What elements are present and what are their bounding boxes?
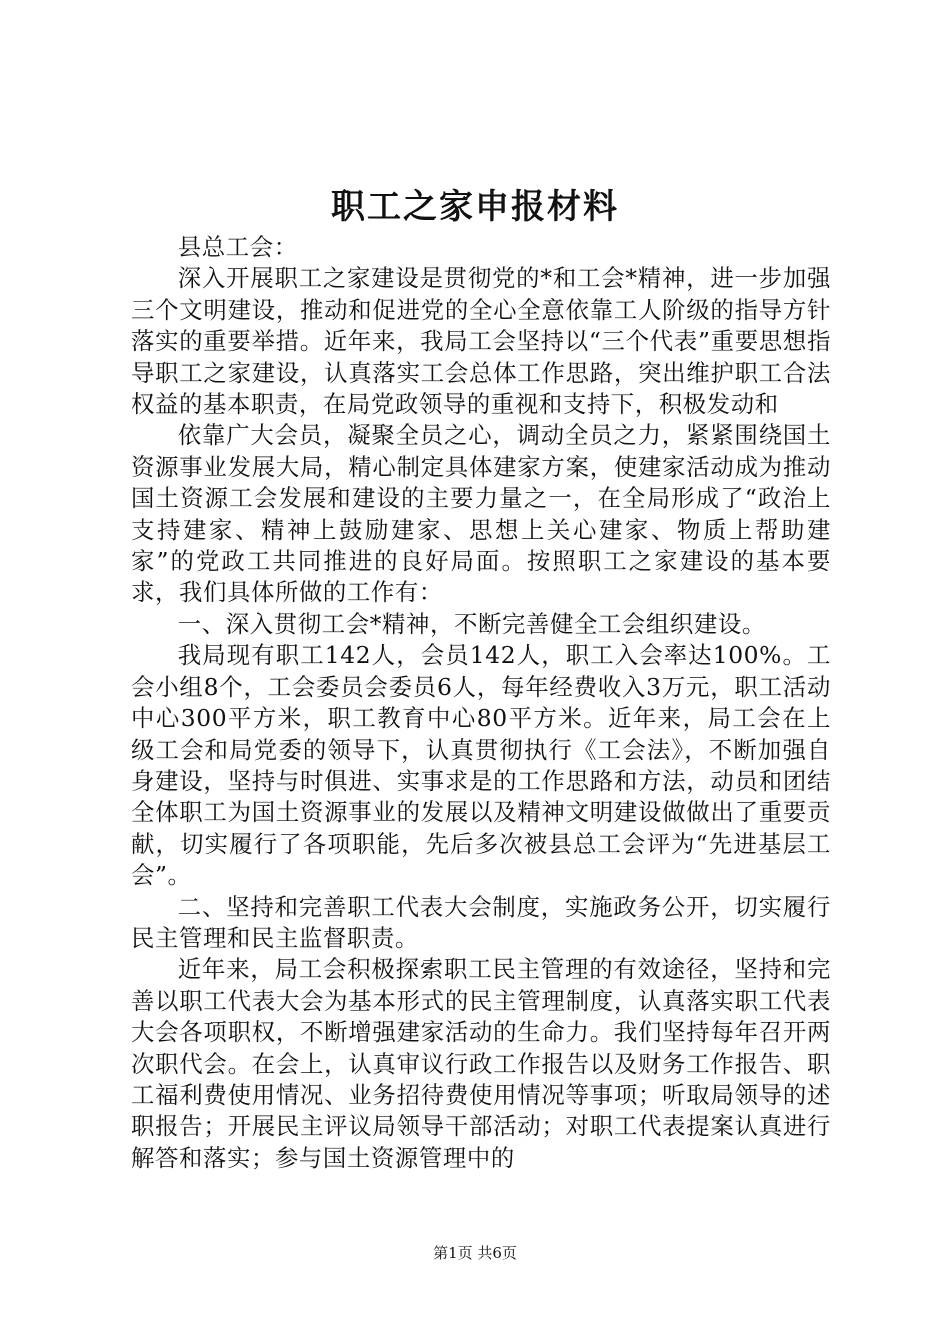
document-title: 职工之家申报材料	[331, 187, 619, 227]
section-heading-one: 一、深入贯彻工会*精神，不断完善健全工会组织建设。	[177, 609, 766, 638]
paragraph-section-two: 近年来，局工会积极探索职工民主管理的有效途径，坚持和完善以职工代表大会为基本形式的民主管理制度，认真落实职工代表大会各项职权，不断增强建家活动的生命力。我们坚持每年召开两次职代会。在会上，认真审议行政工作报告以及财务工作报告、职工福利费使用情况、业务招待费使用情况等事项；听取局领导的述职报告；开展民主评议局领导干部活动；对职工代表提案认真进行解答和落实；参与国土资源管理中的	[131, 955, 831, 1172]
paragraph-intro: 深入开展职工之家建设是贯彻党的*和工会*精神，进一步加强三个文明建设，推动和促进党的全心全意依靠工人阶级的指导方针落实的重要举措。近年来，我局工会坚持以“三个代表”重要思想指导职工之家建设，认真落实工会总体工作思路，突出维护职工合法权益的基本职责，在局党政领导的重视和支持下，积极发动和	[131, 264, 831, 419]
document-body	[131, 232, 831, 1174]
paragraph-continuation: 依靠广大会员，凝聚全员之心，调动全员之力，紧紧围绕国土资源事业发展大局，精心制定具体建家方案，使建家活动成为推动国土资源工会发展和建设的主要力量之一，在全局形成了“政治上支持建家、精神上鼓励建家、思想上关心建家、物质上帮助建家”的党政工共同推进的良好局面。按照职工之家建设的基本要求，我们具体所做的工作有：	[131, 421, 831, 607]
section-heading-two: 二、坚持和完善职工代表大会制度，实施政务公开，切实履行民主管理和民主监督职责。	[131, 892, 831, 952]
salutation: 县总工会：	[177, 233, 298, 261]
page-footer: 第1页 共6页	[433, 1244, 517, 1262]
paragraph-section-one: 我局现有职工142人，会员142人，职工入会率达100%。工会小组8个，工会委员会委员6人，每年经费收入3万元，职工活动中心300平方米，职工教育中心80平方米。近年来，局工会在上级工会和局党委的领导下，认真贯彻执行《工会法》，不断加强自身建设，坚持与时俱进、实事求是的工作思路和方法，动员和团结全体职工为国土资源事业的发展以及精神文明建设做做出了重要贡献，切实履行了各项职能，先后多次被县总工会评为“先进基层工会”。	[131, 641, 831, 890]
